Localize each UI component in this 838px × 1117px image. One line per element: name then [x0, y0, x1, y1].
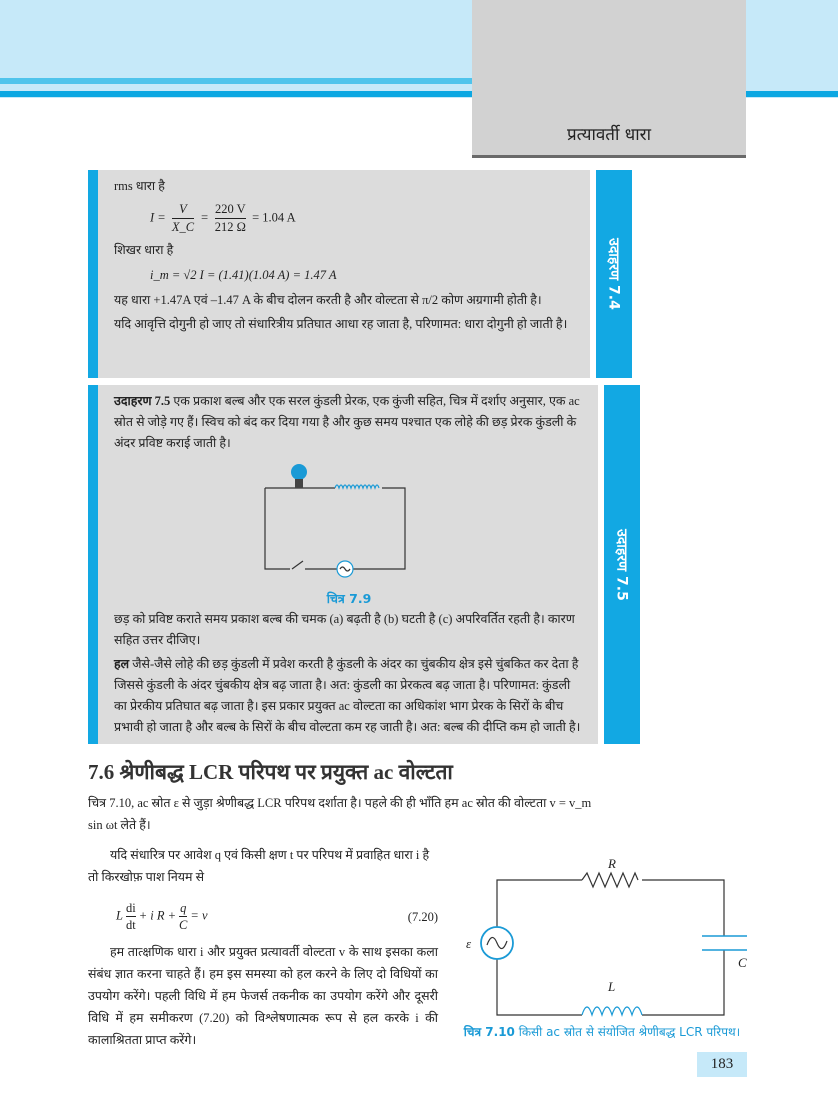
section-body [88, 844, 752, 1077]
eq-part: = v [190, 908, 208, 923]
bulb-base [295, 479, 303, 488]
inductor-coil-icon [335, 485, 379, 488]
example-7-4 [88, 170, 632, 378]
example-tab [596, 170, 632, 378]
label-R: R [608, 856, 616, 871]
text: rms धारा है [114, 179, 165, 193]
figure-caption [452, 1024, 752, 1040]
text: यह धारा +1.47A एवं –1.47 A के बीच दोलन करती है और वोल्टता से π/2 कोण अग्रगामी होती है। [114, 293, 542, 307]
caption-text: किसी ac स्रोत से संयोजित श्रेणीबद्ध LCR परिपथ। [518, 1025, 741, 1039]
equation-number: (7.20) [407, 909, 438, 924]
switch-icon [292, 561, 303, 569]
eq-part: q [180, 901, 187, 915]
text: यदि आवृत्ति दोगुनी हो जाए तो संधारित्रीय प्रतिघात आधा रह जाता है, परिणामत: धारा दोगुनी हो जाती है। [114, 317, 568, 331]
label-C: C [738, 955, 747, 970]
tab-label: उदाहरण 7.5 [613, 528, 630, 601]
caption-number: चित्र 7.10 [463, 1025, 515, 1039]
eq-part: dt [125, 918, 136, 932]
circuit-7-9 [114, 458, 584, 588]
eq-part: 212 Ω [214, 220, 246, 234]
paragraph: चित्र 7.10, ac स्रोत ε से जुड़ा श्रेणीबद्ध LCR परिपथ दर्शाता है। पहले की ही भाँति हम ac स्रोत की वोल्टता v = v_m sin ωt लेते हैं। [88, 796, 592, 832]
text: छड़ को प्रविष्ट कराते समय प्रकाश बल्ब की चमक (a) बढ़ती है (b) घटती है (c) अपरिवर्तित रहती है। कारण सहित उत्तर दीजिए। [114, 612, 575, 647]
eq-part: C [179, 918, 188, 932]
example-7-4-box [88, 170, 590, 378]
text: शिखर धारा है [114, 243, 174, 257]
eq-part: + i R + [138, 908, 177, 923]
figure-caption: चित्र 7.9 [326, 591, 372, 606]
circuit-7-10-wrap [452, 848, 752, 1018]
equation-rms: I = $\frac{V}{X\_C}$ = $\frac{220 V}{212 \Omega}$ = 1.04 A [150, 202, 296, 234]
paragraph: यदि संधारित्र पर आवेश q एवं किसी क्षण t पर परिपथ में प्रवाहित धारा i है तो किरखोफ़ पाश नियम से [88, 848, 430, 884]
wire [265, 488, 405, 569]
label-L: L [608, 979, 616, 994]
eq-part: 220 V [215, 201, 246, 219]
solution-label: हल [114, 657, 130, 671]
chapter-title: प्रत्यावर्ती धारा [566, 125, 652, 145]
resistor-icon [582, 873, 638, 887]
example-7-5-box [88, 385, 598, 744]
equation-peak: i_m = √2 I = (1.41)(1.04 A) = 1.47 A [150, 268, 337, 282]
circuit-7-10 [452, 848, 752, 1018]
eq-part: = 1.04 A [252, 210, 296, 225]
text: जैसे-जैसे लोहे की छड़ कुंडली में प्रवेश करती है कुंडली के अंदर का चुंबकीय क्षेत्र इसे चुंबकित कर देता है जिससे कुंडली के अंदर चुंबकीय क्षेत्र बढ़ जाता है। अत: कुंडली का प्रेरकत्व बढ़ जाता है। परिणामत: कुंडली का प्रेरकीय प्रतिघात बढ़ जाता है। इस प्रकार प्रयुक्त ac वोल्टता का अधिकांश भाग प्रेरक के सिरों के बीच प्रभावी हो जाता है और बल्ब के सिरों के बीच वोल्टता कम रह जाती है। अत: बल्ब की दीप्ति कम हो जाती है। [114, 657, 581, 734]
example-7-5 [88, 385, 632, 744]
page-number: 183 [697, 1052, 747, 1077]
eq-part: L [116, 908, 123, 923]
label-emf: ε [466, 936, 472, 951]
example-label: उदाहरण 7.5 [114, 394, 171, 408]
eq-part: di [125, 901, 136, 915]
inductor-icon [582, 1007, 642, 1015]
figure-7-10 [452, 844, 752, 1077]
eq-part: I = [150, 210, 166, 225]
eq-part: X_C [171, 220, 195, 234]
page-content [88, 0, 752, 1117]
example-tab [604, 385, 640, 744]
text-column [88, 844, 438, 1077]
equation-7-20 [116, 900, 438, 933]
text: एक प्रकाश बल्ब और एक सरल कुंडली प्रेरक, एक कुंजी सहित, चित्र में दर्शाए अनुसार, एक ac स्रोत से जोड़े गए हैं। स्विच को बंद कर दिया गया है और कुछ समय पश्चात एक लोहे की छड़ प्रेरक कुंडली के अंदर प्रविष्ट कराई जाती है। [114, 394, 580, 450]
bulb-icon [291, 464, 307, 480]
tab-label: उदाहरण 7.4 [605, 238, 622, 310]
paragraph: हम तात्क्षणिक धारा i और प्रयुक्त प्रत्यावर्ती वोल्टता v के साथ इसका कला संबंध ज्ञात करना चाहते हैं। हम इस समस्या को हल करने के लिए दो विधियों का उपयोग करेंगे। पहली विधि में हम फेजर्स तकनीक का उपयोग करेंगे और दूसरी विधि में हम समीकरण (7.20) को विश्लेषणात्मक रूप से हल करके i की कालाश्रितता प्राप्त करेंगे। [88, 945, 438, 1047]
section-heading: 7.6 श्रेणीबद्ध LCR परिपथ पर प्रयुक्त ac वोल्टता [88, 760, 453, 784]
eq-part: V [172, 201, 194, 219]
